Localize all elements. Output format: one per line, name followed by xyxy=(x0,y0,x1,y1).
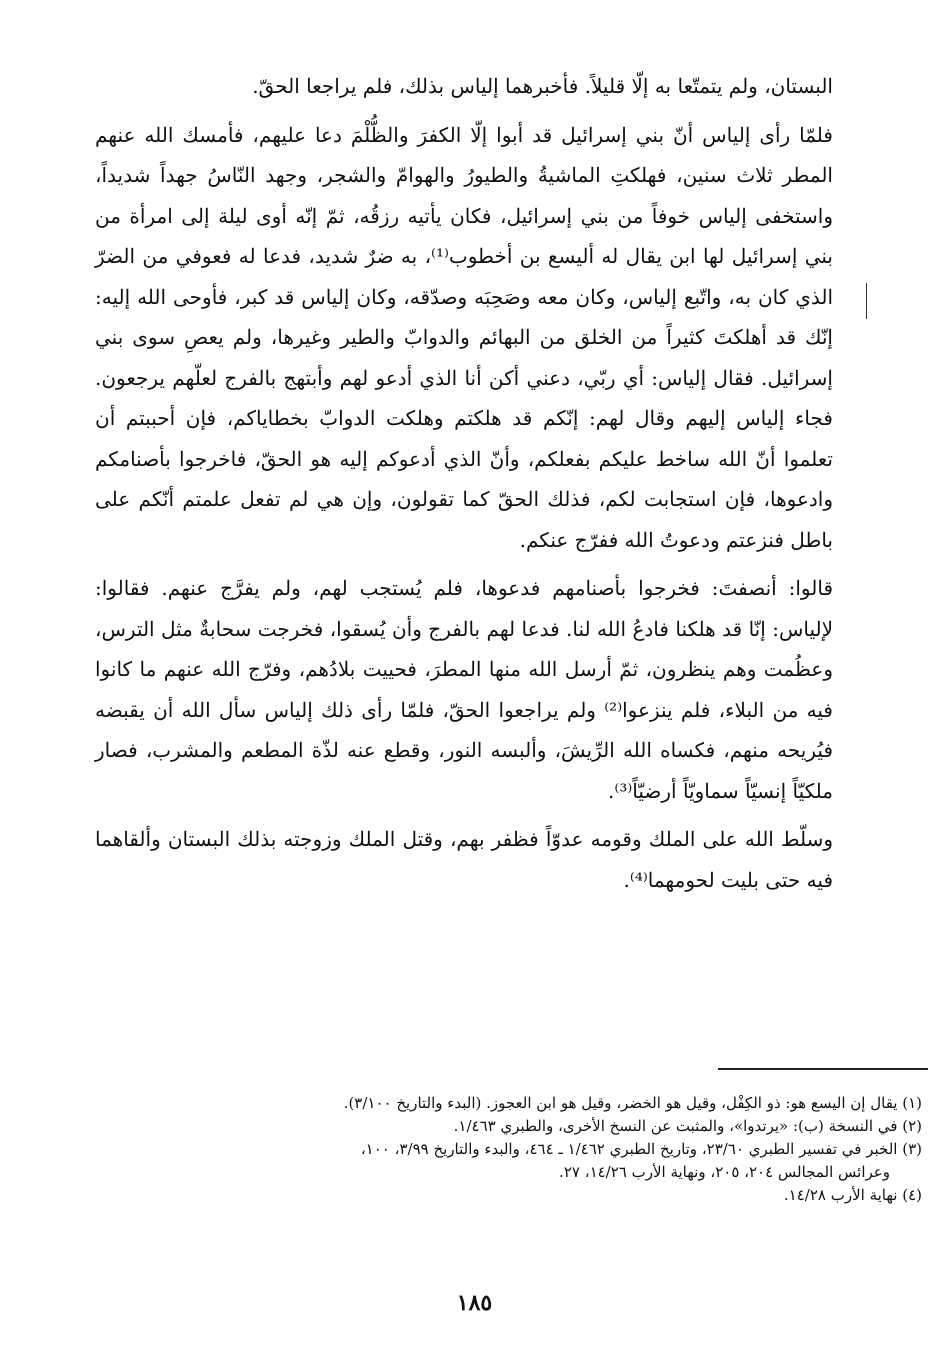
paragraph-2: فلمّا رأى إلياس أنّ بني إسرائيل قد أبوا إلّا الكفرَ والظُّلْمَ دعا عليهم، فأمسك الله عنهم المطر ثلاث سنين، فهلكتِ الماشيةُ والطيورُ والهوامّ والشجر، وجهد النّاسُ جهداً شديداً، واستخفى إلياس خوفاً من بني إسرائيل، فكان يأتيه رزقُه، ثمّ إنّه أوى ليلة إلى امرأة من بني إسرائيل لها ابن يقال له أليسع بن أخطوب⁽¹⁾، به ضرٌ شديد، فدعا له فعوفي من الضرّ الذي كان به، واتّبع إلياس، وكان معه وصَحِبَه وصدّقه، وكان إلياس قد كبر، فأوحى الله إليه: إنّك قد أهلكتَ كثيراً من الخلق من البهائم والدوابّ والطير وغيرها، ولم يعصِ سوى بني إسرائيل. فقال إلياس: أي ربّي، دعني أكن أنا الذي أدعو لهم وأبتهج بالفرج لعلّهم يرجعون. فجاء إلياس إليهم وقال لهم: إنّكم قد هلكتم وهلكت الدوابّ بخطاياكم، فإن أحببتم أن تعلموا أنّ الله ساخط عليكم بفعلكم، وأنّ الذي أدعوكم إليه هو الحقّ، فاخرجوا بأصنامكم وادعوها، فإن استجابت لكم، فذلك الحقّ كما تقولون، وإن هي لم تفعل علمتم أنّكم على باطل فنزعتم ودعوتُ الله ففرّج عنكم. xyxy=(95,122,834,552)
paragraph-3: قالوا: أنصفتَ: فخرجوا بأصنامهم فدعوها، فلم يُستجب لهم، ولم يفرَّج عنهم. فقالوا: لإلياس: إنّا قد هلكنا فادعُ الله لنا. فدعا لهم بالفرج وأن يُسقوا، فخرجت سحابةٌ مثل الترس، وعظُمت وهم ينظرون، ثمّ أرسل الله منها المطرَ، فحييت بلادُهم، وفرّج الله عنهم ما كانوا فيه من البلاء، فلم ينزعوا⁽²⁾ ولم يراجعوا الحقّ، فلمّا رأى ذلك إلياس سأل الله أن يقبضه فيُريحه منهم، فكساه الله الرِّيشَ، وألبسه النور، وقطع عنه لذّة المطعم والمشرب، فصار ملكيّاً إنسيّاً سماويّاً أرضيّاً⁽³⁾. xyxy=(95,576,833,803)
paragraph-1: البستان، ولم يتمتّعا به إلّا قليلاً. فأخبرهما إلياس بذلك، فلم يراجعا الحقّ. xyxy=(252,74,833,98)
footnote-4: (٤) نهاية الأرب ١٤/٢٨. xyxy=(783,1186,922,1204)
paragraph-4: وسلّط الله على الملك وقومه عدوّاً فظفر بهم، وقتل الملك وزوجته بذلك البستان وألقاهما فيه حتى بليت لحومهما⁽⁴⁾. xyxy=(95,827,833,892)
footnote-3: (٣) الخبر في تفسير الطبري ٢٣/٦٠، وتاريخ الطبري ١/٤٦٢ ـ ٤٦٤، والبدء والتاريخ ٣/٩٩، ١٠٠، xyxy=(360,1140,922,1158)
footnote-separator xyxy=(718,1068,928,1070)
page-number: ١٨٥ xyxy=(456,1290,493,1316)
footnotes xyxy=(110,1092,922,1207)
footnote-3-continuation: وعرائس المجالس ٢٠٤، ٢٠٥، ونهاية الأرب ١٤/٢٦، ٢٧. xyxy=(559,1163,890,1181)
footnote-2: (٢) في النسخة (ب): «يرتدوا»، والمثبت عن النسخ الأخرى، والطبري ١/٤٦٣. xyxy=(453,1117,922,1135)
margin-mark xyxy=(866,283,867,319)
main-text xyxy=(95,66,833,900)
footnote-1: (١) يقال إن اليسع هو: ذو الكِفْل، وقيل هو الخضر، وقيل هو ابن العجوز. (البدء والتاريخ ٣/١٠٠). xyxy=(343,1094,922,1112)
